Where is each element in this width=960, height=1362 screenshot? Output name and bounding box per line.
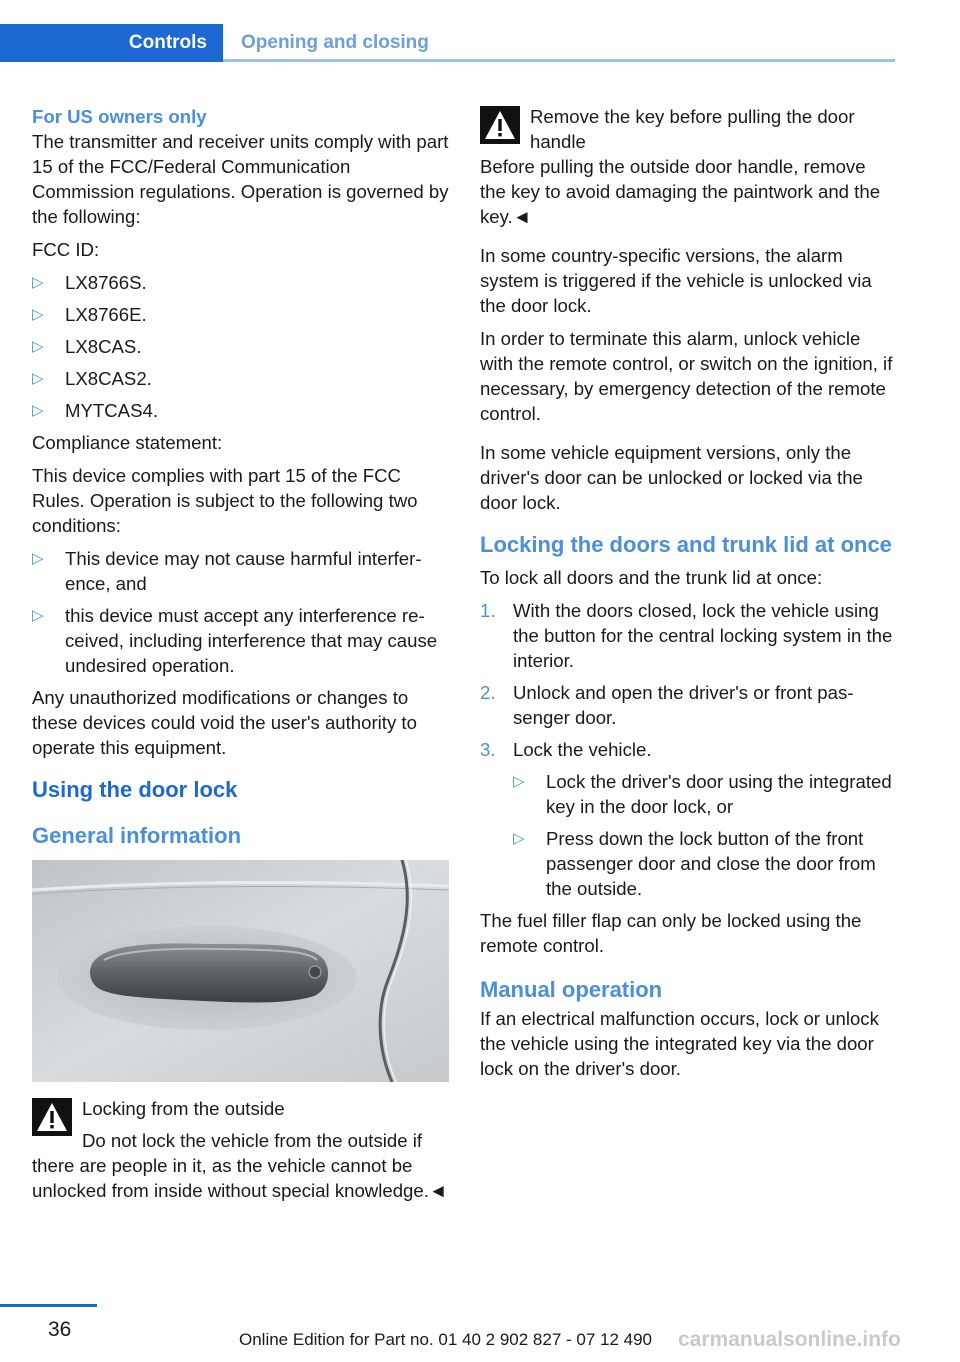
terminate-alarm-text: In order to terminate this alarm, unlock vehicle with the remote control, or switch on the ignition, if necessary, by emergency detection of the remote control. xyxy=(480,328,893,424)
fcc-id-list xyxy=(32,270,449,423)
list-item: 1. With the doors closed, lock the vehicle using the button for the central locking system in the interior. xyxy=(480,600,893,671)
footer-rule xyxy=(0,1304,97,1307)
list-item: ▷ This device may not cause harmful interference, and xyxy=(32,548,422,594)
list-item: ▷ MYTCAS4. xyxy=(32,400,158,421)
compliance-text: This device complies with part 15 of the FCC Rules. Operation is subject to the following two conditions: xyxy=(32,465,418,536)
triangle-bullet-icon: ▷ xyxy=(32,274,44,291)
warning-remove-key xyxy=(480,104,896,154)
warning-triangle-icon xyxy=(32,1098,72,1136)
triangle-bullet-icon: ▷ xyxy=(513,830,525,847)
left-column xyxy=(32,104,449,1211)
section-title: Opening and closing xyxy=(241,32,429,53)
warning-locking-outside xyxy=(32,1096,449,1203)
list-item: ▷ LX8CAS2. xyxy=(32,368,152,389)
locking-intro: To lock all doors and the trunk lid at once: xyxy=(480,567,823,588)
list-item: ▷ LX8CAS. xyxy=(32,336,142,357)
door-handle-illustration xyxy=(32,860,449,1082)
modifications-text: Any unauthorized modifications or changes to these devices could void the user's authority to operate this equipment. xyxy=(32,687,417,758)
edition-text: Online Edition for Part no. 01 40 2 902 827 - 07 12 490 xyxy=(239,1330,653,1349)
page-number: 36 xyxy=(48,1318,72,1341)
list-item: ▷ Press down the lock button of the front passenger door and close the door from the outside. xyxy=(513,828,876,899)
list-item: 3. Lock the vehicle. ▷ Lock the driver's door using the integrated key in the door lock, or ▷ Press down the lock button of the front passenger door and close the door from the outside. xyxy=(480,737,896,901)
alarm-text: In some country-specific versions, the alarm system is triggered if the vehicle is unlocked via the door lock. xyxy=(480,245,872,316)
list-item: ▷ LX8766S. xyxy=(32,272,147,293)
right-column xyxy=(480,104,896,1089)
equipment-text: In some vehicle equipment versions, only the driver's door can be unlocked or locked via the door lock. xyxy=(480,442,863,513)
list-item: 2. Unlock and open the driver's or front passenger door. xyxy=(480,682,854,728)
locking-steps xyxy=(480,598,896,901)
triangle-bullet-icon: ▷ xyxy=(513,773,525,790)
warning-title: Remove the key before pulling the door handle xyxy=(530,106,855,152)
chapter-tab: Controls xyxy=(0,24,223,62)
list-item: ▷ Lock the driver's door using the integrated key in the door lock, or xyxy=(513,771,892,817)
manual-operation-text: If an electrical malfunction occurs, lock or unlock the vehicle using the integrated key via the door lock on the driver's door. xyxy=(480,1008,879,1079)
warning-body: Do not lock the vehicle from the outside if there are people in it, as the vehicle cannot be unlocked from inside without special knowledge.◄ xyxy=(32,1130,448,1201)
compliance-label: Compliance statement: xyxy=(32,432,223,453)
warning-body: Before pulling the outside door handle, remove the key to avoid damaging the paintwork and the key.◄ xyxy=(480,156,881,227)
lock-substeps xyxy=(513,769,896,901)
door-handle-photo xyxy=(32,860,449,1082)
list-item: ▷ this device must accept any interference received, including interference that may cause undesired operation. xyxy=(32,605,438,676)
conditions-list xyxy=(32,546,449,678)
triangle-bullet-icon: ▷ xyxy=(32,607,44,624)
triangle-bullet-icon: ▷ xyxy=(32,550,44,567)
list-item: ▷ LX8766E. xyxy=(32,304,147,325)
watermark: carmanualsonline.info xyxy=(678,1328,901,1351)
header-rule xyxy=(223,59,895,62)
manual-operation-heading: Manual operation xyxy=(480,977,663,1002)
page-header xyxy=(0,24,895,62)
triangle-bullet-icon: ▷ xyxy=(32,306,44,323)
warning-triangle-icon xyxy=(480,106,520,144)
triangle-bullet-icon: ▷ xyxy=(32,370,44,387)
locking-heading: Locking the doors and trunk lid at once xyxy=(480,532,892,557)
triangle-bullet-icon: ▷ xyxy=(32,402,44,419)
door-lock-heading: Using the door lock xyxy=(32,777,238,802)
triangle-bullet-icon: ▷ xyxy=(32,338,44,355)
general-info-heading: General information xyxy=(32,823,242,848)
us-intro-text: The transmitter and receiver units comply with part 15 of the FCC/Federal Communication Commission regulations. Operation is governed by the following: xyxy=(32,131,449,227)
fuel-flap-text: The fuel filler flap can only be locked using the remote control. xyxy=(480,910,862,956)
warning-title: Locking from the outside xyxy=(82,1098,285,1119)
fcc-label: FCC ID: xyxy=(32,239,100,260)
us-owners-heading: For US owners only xyxy=(32,106,207,127)
